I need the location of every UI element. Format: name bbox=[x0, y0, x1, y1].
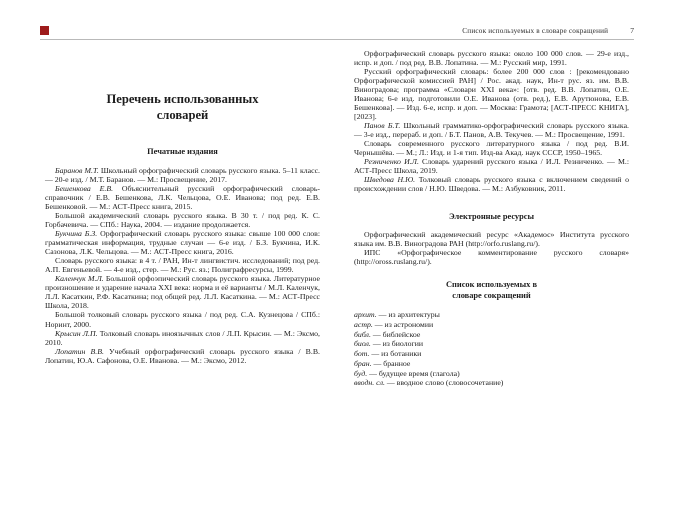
page-header bbox=[0, 26, 674, 35]
abbreviation-meaning: — из астрономии bbox=[372, 319, 434, 329]
section-marker-square bbox=[40, 26, 49, 35]
entry-text: Толковый словарь русского языка с включением сведений о происхождении слов / Н.Ю. Шведова. — М.: Азбуковник, 2011. bbox=[354, 175, 629, 194]
bibliography-entry bbox=[45, 184, 320, 211]
bibliography-entry bbox=[45, 166, 320, 184]
abbreviation: бран. bbox=[354, 358, 372, 368]
entry-text: Большой толковый словарь русского языка / под ред. С.А. Кузнецова / СПб.: Норинт, 2000. bbox=[45, 310, 320, 329]
bibliography-entry bbox=[45, 211, 320, 229]
entry-text: Орфографический словарь русского языка: свыше 100 000 слов: грамматическая информация, трудные случаи — 6-е изд. / Б.З. Букчина, И.К. Сазонова, Л.К. Чельцова. — М.: АСТ-Пресс книга, 2016. bbox=[45, 229, 320, 257]
abbreviation-item bbox=[354, 369, 629, 379]
entry-text: Словарь русского языка: в 4 т. / РАН, Ин-т лингвистич. исследований; под ред. А.П. Евгеньевой. — 4-е изд., стер. — М.: Рус. яз.; Полиграфресурсы, 1999. bbox=[45, 256, 320, 275]
abbreviation-meaning: — из ботаники bbox=[369, 349, 422, 359]
running-head: Список используемых в словаре сокращений bbox=[462, 26, 609, 35]
entry-text: Объяснительный русский орфографический словарь-справочник / Е.В. Бешенкова, Л.К. Чельцова, О.Е. Иванова; под ред. Е.В. Бешенковой. — М.: АСТ-Пресс книга, 2015. bbox=[45, 184, 320, 212]
bibliography-entry bbox=[354, 139, 629, 157]
abbreviation: астр. bbox=[354, 319, 373, 329]
abbreviation: архит. bbox=[354, 310, 377, 320]
bibliography-entry bbox=[354, 121, 629, 139]
abbreviation-meaning: — будущее время (глагола) bbox=[367, 368, 460, 378]
abbreviation: вводн. сл. bbox=[354, 378, 385, 388]
electronic-resource-entry: Орфографический академический ресурс «Академос» Института русского языка им. В.В. Виноградова РАН (http://orfo.ruslang.ru/). bbox=[354, 230, 629, 249]
entry-author: Крысин Л.П. bbox=[55, 328, 98, 338]
abbreviation-item bbox=[354, 378, 629, 388]
abbreviation-item bbox=[354, 339, 629, 349]
bibliography-entry bbox=[45, 274, 320, 310]
abbreviation-item bbox=[354, 330, 629, 340]
entry-author: Бешенкова Е.В. bbox=[55, 184, 114, 194]
abbreviation-meaning: — из архитектуры bbox=[376, 310, 440, 320]
entry-author: Каленчук М.Л. bbox=[55, 274, 104, 284]
bibliography-entry bbox=[45, 329, 320, 347]
bibliography-entry bbox=[354, 49, 629, 67]
page-number: 7 bbox=[630, 26, 634, 35]
abbreviation: бот. bbox=[354, 349, 370, 359]
entry-text: Толковый словарь иноязычных слов / Л.П. Крысин. — М.: Эксмо, 2010. bbox=[45, 328, 321, 347]
bibliography-entry bbox=[354, 175, 629, 193]
abbreviations-heading: Список используемых в словаре сокращений bbox=[446, 280, 537, 301]
entry-text: Большой академический словарь русского языка. В 30 т. / под ред. К. С. Горбачевича. — СПб.: Наука, 2004. — издание продолжается. bbox=[45, 211, 320, 230]
abbreviation-meaning: — бранное bbox=[371, 358, 411, 368]
abbreviation: буд. bbox=[354, 368, 368, 378]
entry-author: Резниченко И.Л. bbox=[364, 157, 419, 167]
abbreviation-item bbox=[354, 320, 629, 330]
bibliography-entry bbox=[45, 229, 320, 256]
entry-author: Баранов М.Т. bbox=[55, 165, 99, 175]
bibliography-entry bbox=[354, 67, 629, 121]
bibliography-entry bbox=[354, 157, 629, 175]
entry-text: Орфографический словарь русского языка: около 100 000 слов. — 29-е изд., испр. и доп. / под ред. В.В. Лопатина. — М.: Русский мир, 1991. bbox=[354, 49, 629, 68]
entry-text: Школьный орфографический словарь русского языка. 5–11 класс. — 20-е изд. / М.Т. Баранов. — М.: Просвещение, 2017. bbox=[45, 165, 321, 184]
entry-text: Словарь ударений русского языка / И.Л. Резниченко. — М.: АСТ-Пресс Школа, 2019. bbox=[354, 157, 629, 176]
section-heading-electronic: Электронные ресурсы bbox=[448, 211, 535, 221]
right-column bbox=[354, 49, 629, 388]
electronic-resource-entry: ИПС «Орфографическое комментирование русского словаря» (http://oross.ruslang.ru/). bbox=[354, 248, 629, 267]
abbreviation-meaning: — из биологии bbox=[370, 339, 424, 349]
page-title: Перечень использованных словарей bbox=[106, 92, 259, 123]
abbreviation-meaning: — библейское bbox=[370, 329, 421, 339]
bibliography-entry bbox=[45, 347, 320, 365]
abbreviation-item bbox=[354, 359, 629, 369]
abbreviation-meaning: — вводное слово (словосочетание) bbox=[384, 378, 504, 388]
left-column bbox=[45, 49, 320, 388]
entry-text: Большой орфоэпический словарь русского языка. Литературное произношение и ударение начала XXI века: норма и её варианты / М.Л. Каленчук, Л.Л. Касаткин, Р.Ф. Касаткина; под общей ред. Л.Л. Касаткина. — М.: АСТ-Пресс Школа, 2018. bbox=[45, 274, 320, 311]
abbreviation: библ. bbox=[354, 329, 371, 339]
entry-author: Панов Б.Т. bbox=[364, 121, 401, 131]
two-column-layout bbox=[0, 40, 674, 388]
entry-text: Словарь современного русского литературного языка / под ред. В.И. Чернышёва. — М.; Л.: Изд. и 1-я тип. Изд-ва Акад. наук СССР, 1950–1965. bbox=[354, 139, 629, 158]
section-heading-print: Печатные издания bbox=[147, 147, 218, 157]
abbreviation-item bbox=[354, 310, 629, 320]
abbreviation: биол. bbox=[354, 339, 371, 349]
bibliography-entry bbox=[45, 256, 320, 274]
entry-text: Учебный орфографический словарь русского языка / В.В. Лопатин, Ю.А. Сафонова, О.Е. Иванова. — М.: Эксмо, 2012. bbox=[45, 346, 320, 365]
entry-author: Букчина Б.З. bbox=[55, 229, 98, 239]
entry-author: Лопатин В.В. bbox=[55, 346, 104, 356]
bibliography-entry bbox=[45, 310, 320, 328]
entry-text: Школьный грамматико-орфографический словарь русского языка. — 3-е изд., перераб. и доп. / Б.Т. Панов, А.В. Текучев. — М.: Просвещение, 1991. bbox=[354, 121, 629, 140]
abbreviation-item bbox=[354, 349, 629, 359]
entry-author: Шведова Н.Ю. bbox=[364, 175, 416, 185]
entry-text: Русский орфографический словарь: более 200 000 слов : [рекомендовано Орфографической комиссией РАН] / Рос. акад. наук, Ин-т рус. яз. им. В.В. Виноградова; программа «Словари XXI века»: [отв. ред. В.В. Лопатин, О.Е. Иванова; 6-е изд. подготовили О.Е. Иванова (отв. ред.), Е.В. Арутюнова, Е.В. Бешенкова]. — Изд. 6-е, испр. и доп. — Москва: Грамота; [АСТ-ПРЕСС КНИГА], [2023]. bbox=[354, 67, 629, 122]
